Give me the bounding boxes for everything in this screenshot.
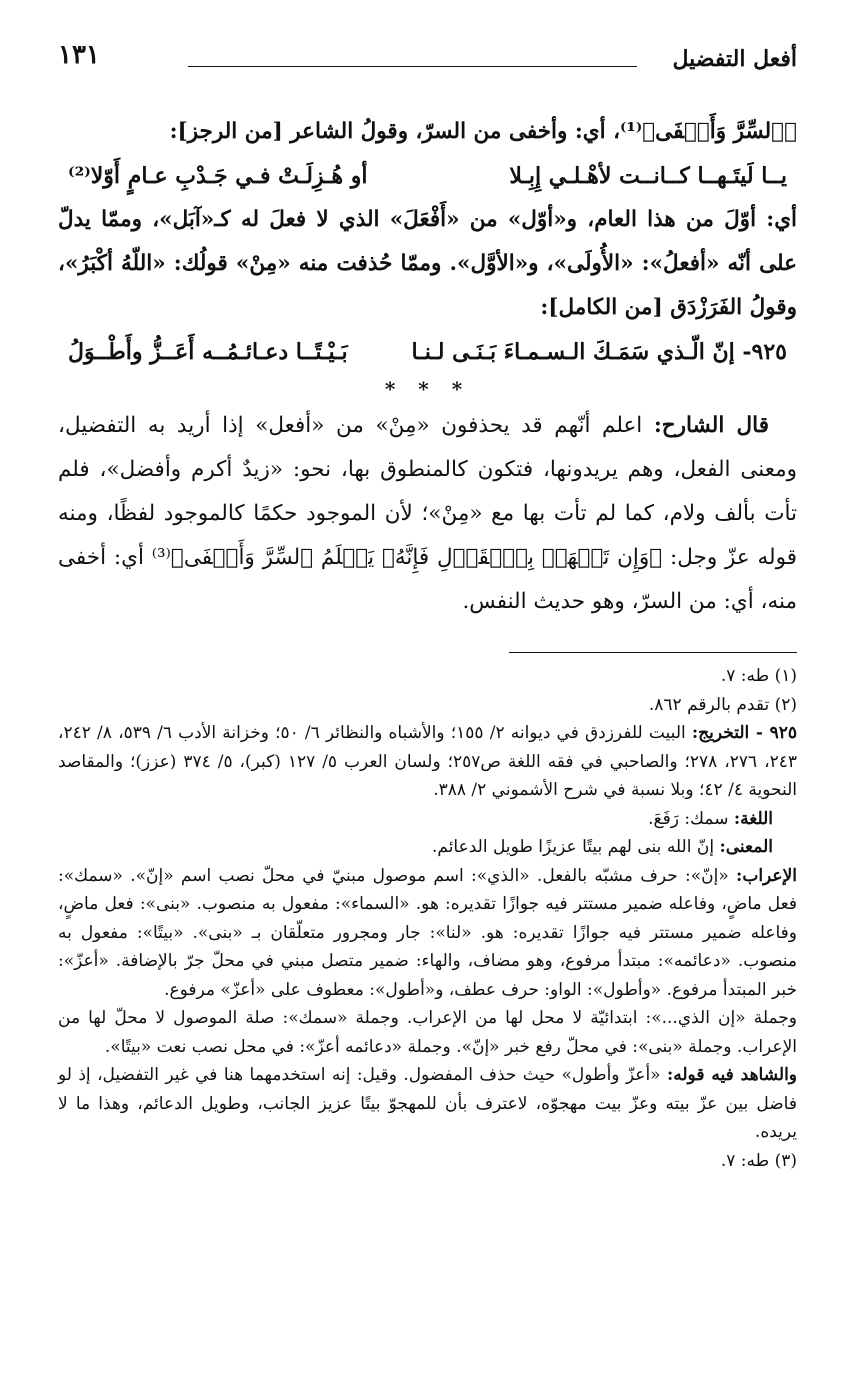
footnotes xyxy=(58,662,797,1175)
lugha-label: اللغة: xyxy=(733,808,773,829)
running-header xyxy=(58,40,797,80)
irab-label: الإعراب: xyxy=(736,865,797,886)
verse-2-second-hemistich: بَـيْـتًــا دعـائـمُــه أَعَــزُّ وأَطْــوَلُ xyxy=(68,339,348,365)
lugha-text: سمك: رَفَعَ. xyxy=(648,808,734,829)
paragraph-2: أي: أوّلَ من هذا العام، و«أوّل» من «أَفْعَلَ» الذي لا فعلَ له كـ«آبَل»، وممّا يدلّ على أنّه «أفعلُ»: «الأُولَى»، و«الأوَّل». وممّا حُذفت منه «مِنْ» قولُك: «اللّهُ أكْبَرُ»، وقولُ الفَرَزْدَق [من الكامل]: xyxy=(58,207,797,320)
footnote-1: (١) طه: ٧. xyxy=(720,666,797,686)
takhrij-label: ٩٢٥ - التخريج: xyxy=(691,723,797,743)
irab-note xyxy=(58,862,797,1005)
section-separator: * * * xyxy=(384,377,471,401)
footnote-rule xyxy=(509,652,797,653)
shahid-note xyxy=(58,1061,797,1147)
mana-label: المعنى: xyxy=(719,837,773,857)
mana-note xyxy=(58,833,797,862)
shahid-text: «أعزّ وأطول» حيث حذف المفضول. وقيل: إنه استخدمهما هنا في غير التفضيل، إذ لو فاضل بين عزّ بيته وعزّ بيت مهجوّه، لاعترف بأن للمهجوّ بيتًا عزيز الجانب، وطويل الدعائم، وهذا ما لا يريده. xyxy=(58,1065,797,1142)
verse-1-first-hemistich: يــا لَيتَـهــا كــانــت لأهْـلـي إِبِـلا xyxy=(509,163,787,189)
takhrij-text: البيت للفرزدق في ديوانه ٢/ ١٥٥؛ والأشباه والنظائر ٦/ ٥٠؛ وخزانة الأدب ٦/ ٥٣٩، ٨/ ٢٤٢، ٢٤٣، ٢٧٦، ٢٧٨؛ والصاحبي في فقه اللغة ص٢٥٧؛ ولسان العرب ٥/ ١٢٧ (كبر)، ٥/ ٣٧٤ (عزز)؛ والمقاصد النحوية ٤/ ٤٢؛ وبلا نسبة في شرح الأشموني ٢/ ٣٨٨. xyxy=(58,723,797,800)
main-text xyxy=(58,110,797,624)
footnote-3: (٣) طه: ٧. xyxy=(720,1150,797,1171)
commentary-label: قال الشارح: xyxy=(653,413,769,438)
chapter-title: أفعل التفضيل xyxy=(672,46,797,72)
mana-text: إنّ الله بنى لهم بيتًا عزيزًا طويل الدعائم. xyxy=(431,837,720,857)
page-number: ١٣١ xyxy=(58,40,100,70)
header-rule xyxy=(188,66,637,67)
shahid-label: والشاهد فيه قوله: xyxy=(666,1065,797,1085)
irab-text: «إنّ»: حرف مشبّه بالفعل. «الذي»: اسم موصول مبنيّ في محلّ نصب اسم «إنّ». «سمك»: فعل ماضٍ، وفاعله ضمير مستتر فيه جوازًا تقديره: هو. «السماء»: مفعول به منصوب. «بنى»: فعل ماضٍ، وفاعله ضمير مستتر فيه جوازًا تقديره: هو. «لنا»: جار ومجرور متعلّقان بـ «بنى». «بيتًا»: مفعول به منصوب. «دعائمه»: مبتدأ مرفوع، وهو مضاف، والهاء: ضمير متصل مبني في محلّ جرّ بالإضافة. «أعزّ»: خبر المبتدأ مرفوع. «وأطول»: الواو: حرف عطف، و«أطول»: معطوف على «أعزّ» مرفوع. xyxy=(58,865,797,1000)
verse-2-first-hemistich: ٩٢٥- إنّ الّـذي سَمَـكَ الـسـمـاءَ بَـنَـى لـنـا xyxy=(411,339,787,365)
commentary-text: اعلم أنّهم قد يحذفون «مِنْ» من «أفعل» إذا أريد به التفضيل، ومعنى الفعل، وهم يريدونها، فتكون كالمنطوق بها، نحو: «زيدٌ أكرم وأفضل»، فلم تأت بألف ولام، كما لم تأت بها مع «مِنْ»؛ لأن الموجود حكمًا كالموجود لفظًا، ومنه قوله عزّ وجل: ﴿وَإِن تَجۡهَرۡ بِٱلۡقَوۡلِ فَإِنَّهُۥ يَعۡلَمُ ٱلسِّرَّ وَأَخۡفَى﴾⁽³⁾ أي: أخفى منه، أي: من السرّ، وهو حديث النفس. xyxy=(58,413,797,614)
jumla-note: وجملة «إن الذي...»: ابتدائيّة لا محل لها من الإعراب. وجملة «سمك»: صلة الموصول لا محلّ لها من الإعراب. وجملة «بنى»: في محلّ رفع خبر «إنّ». وجملة «دعائمه أعزّ»: في محل نصب نعت «بيتًا». xyxy=(58,1008,797,1057)
takhrij-note xyxy=(58,719,797,805)
commentary-paragraph xyxy=(58,404,797,624)
paragraph-1: ﴿ٱلسِّرَّ وَأَخۡفَى﴾⁽¹⁾، أي: وأخفى من السرّ، وقولُ الشاعر [من الرجز]: xyxy=(169,119,797,144)
verse-1 xyxy=(58,154,797,198)
verse-2 xyxy=(58,330,797,374)
footnote-2: (٢) تقدم بالرقم ٨٦٢. xyxy=(648,694,797,715)
lugha-note xyxy=(58,805,797,834)
verse-1-second-hemistich: أو هُـزِلَـتْ فـي جَـدْبِ عـامٍ أَوّلا⁽²⁾ xyxy=(68,163,368,189)
